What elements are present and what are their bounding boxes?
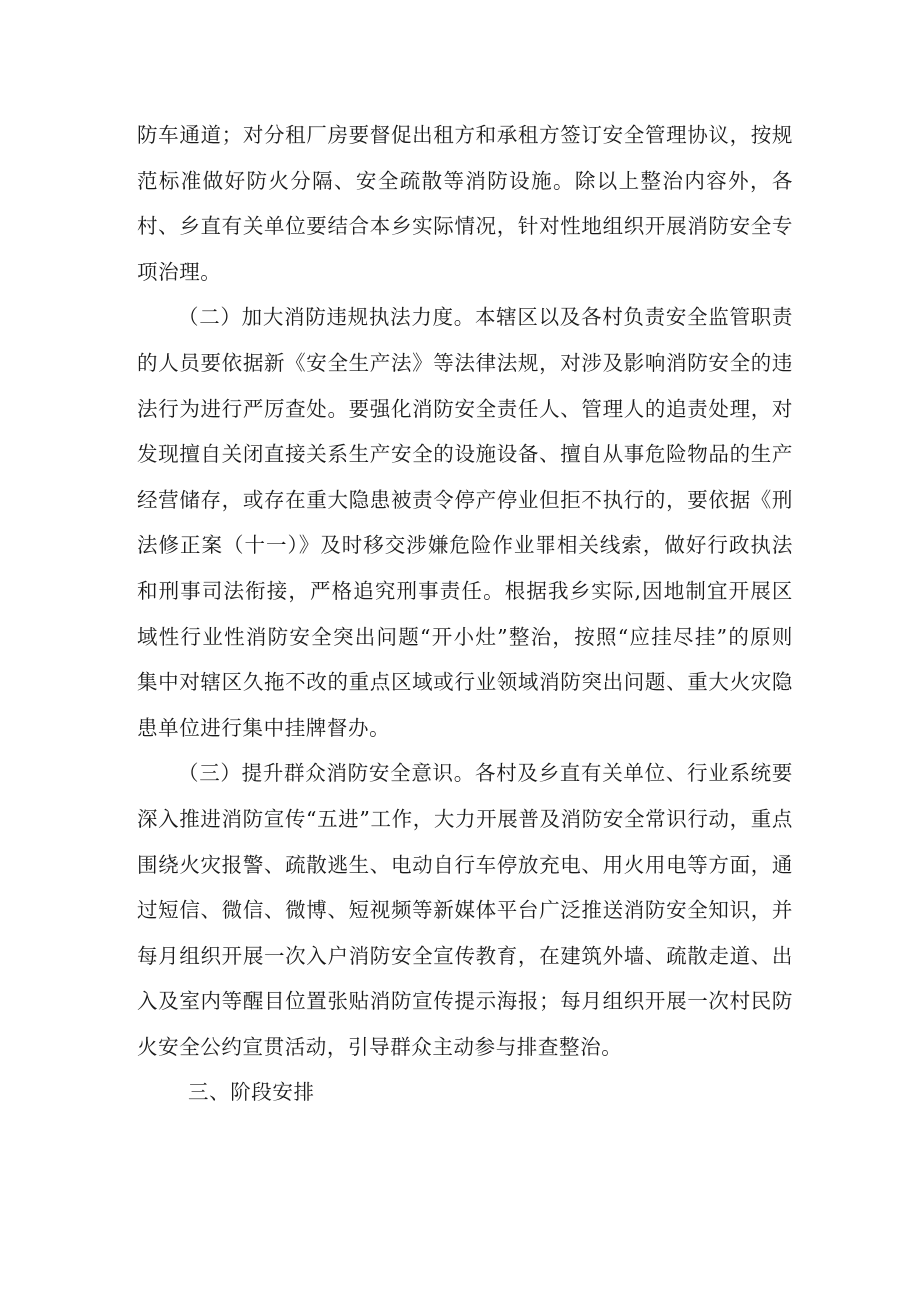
- document-body: [137, 113, 793, 1116]
- section-heading-stage-arrangement: 三、阶段安排: [188, 1080, 315, 1105]
- paragraph-public-awareness: （三）提升群众消防安全意识。各村及乡直有关单位、行业系统要深入推进消防宣传“五进”工作，大力开展普及消防安全常识行动，重点围绕火灾报警、疏散逃生、电动自行车停放充电、用火用电等方面，通过短信、微信、微博、短视频等新媒体平台广泛推送消防安全知识，并每月组织开展一次入户消防安全宣传教育，在建筑外墙、疏散走道、出入及室内等醒目位置张贴消防宣传提示海报；每月组织开展一次村民防火安全公约宣贯活动，引导群众主动参与排查整治。: [137, 761, 793, 1059]
- paragraph-enforcement: （二）加大消防违规执法力度。本辖区以及各村负责安全监管职责的人员要依据新《安全生产法》等法律法规，对涉及影响消防安全的违法行为进行严厉查处。要强化消防安全责任人、管理人的追责处理，对发现擅自关闭直接关系生产安全的设施设备、擅自从事危险物品的生产经营储存，或存在重大隐患被责令停产停业但拒不执行的，要依据《刑法修正案（十一）》及时移交涉嫌危险作业罪相关线索，做好行政执法和刑事司法衔接，严格追究刑事责任。根据我乡实际,因地制宜开展区域性行业性消防安全突出问题“开小灶”整治，按照“应挂尽挂”的原则集中对辖区久拖不改的重点区域或行业领域消防突出问题、重大火灾隐患单位进行集中挂牌督办。: [137, 305, 793, 740]
- paragraph-fire-lane-continuation: 防车通道；对分租厂房要督促出租方和承租方签订安全管理协议，按规范标准做好防火分隔、安全疏散等消防设施。除以上整治内容外，各村、乡直有关单位要结合本乡实际情况，针对性地组织开展消防安全专项治理。: [137, 123, 793, 284]
